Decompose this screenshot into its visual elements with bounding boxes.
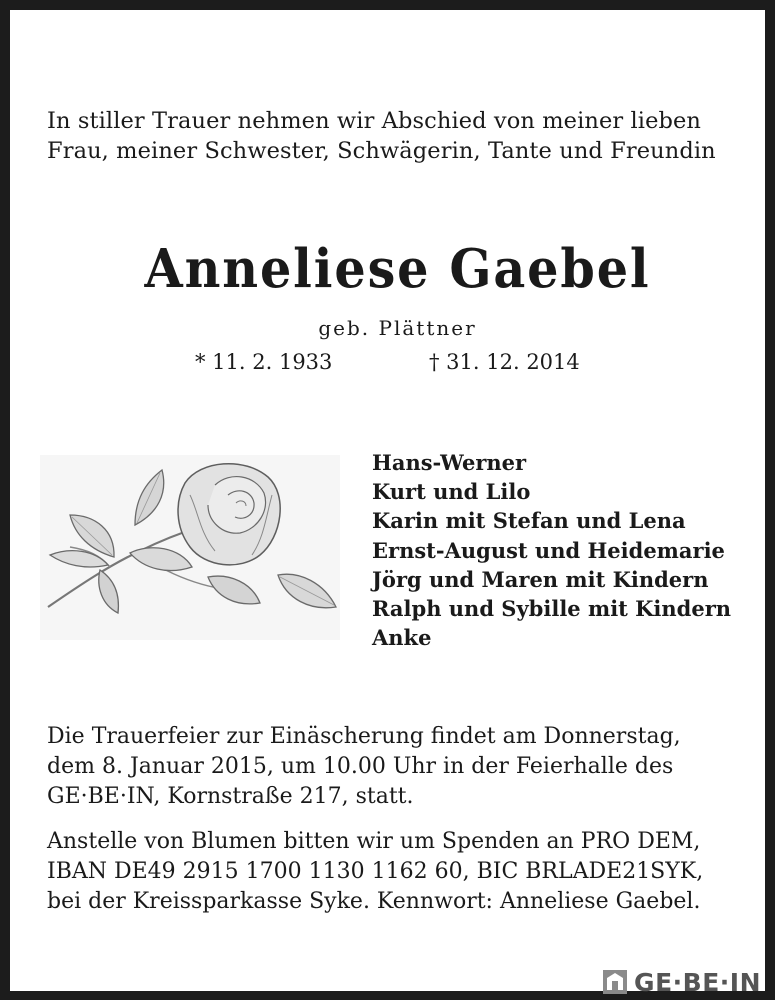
mourner-name: Ralph und Sybille mit Kindern [372, 596, 732, 622]
ceremony-line-3: GE·BE·IN, Kornstraße 217, statt. [47, 784, 414, 809]
mourner-name: Jörg und Maren mit Kindern [372, 566, 709, 592]
mourner-name: Hans-Werner [372, 450, 527, 475]
donation-notice [47, 827, 757, 917]
ceremony-line-2: dem 8. Januar 2015, um 10.00 Uhr in der Feierhalle des [47, 754, 674, 779]
deceased-name: Anneliese Gaebel [144, 238, 651, 300]
logo-text: GE·BE·IN [634, 967, 761, 997]
mourners-list [372, 448, 731, 652]
mourner-name: Anke [372, 625, 432, 651]
intro-line-2: Frau, meiner Schwester, Schwägerin, Tante und Freundin [47, 138, 716, 164]
donation-line-1: Anstelle von Blumen bitten wir um Spenden an PRO DEM, [47, 829, 701, 854]
death-date: † 31. 12. 2014 [429, 350, 580, 374]
gebein-logo-icon [602, 969, 628, 995]
mourner-name: Karin mit Stefan und Lena [372, 508, 686, 534]
donation-line-3: bei der Kreissparkasse Syke. Kennwort: Anneliese Gaebel. [47, 889, 701, 914]
intro-text [47, 106, 752, 166]
birth-date: * 11. 2. 1933 [195, 350, 333, 374]
ceremony-line-1: Die Trauerfeier zur Einäscherung findet am Donnerstag, [47, 724, 681, 749]
birth-name: geb. Plättner [318, 316, 477, 340]
intro-line-1: In stiller Trauer nehmen wir Abschied von meiner lieben [47, 108, 702, 134]
mourner-name: Kurt und Lilo [372, 479, 531, 505]
rose-illustration [40, 455, 340, 640]
gebein-logo [602, 966, 761, 998]
donation-line-2: IBAN DE49 2915 1700 1130 1162 60, BIC BRLADE21SYK, [47, 859, 704, 884]
mourner-name: Ernst-August und Heidemarie [372, 537, 725, 563]
ceremony-notice [47, 722, 757, 812]
